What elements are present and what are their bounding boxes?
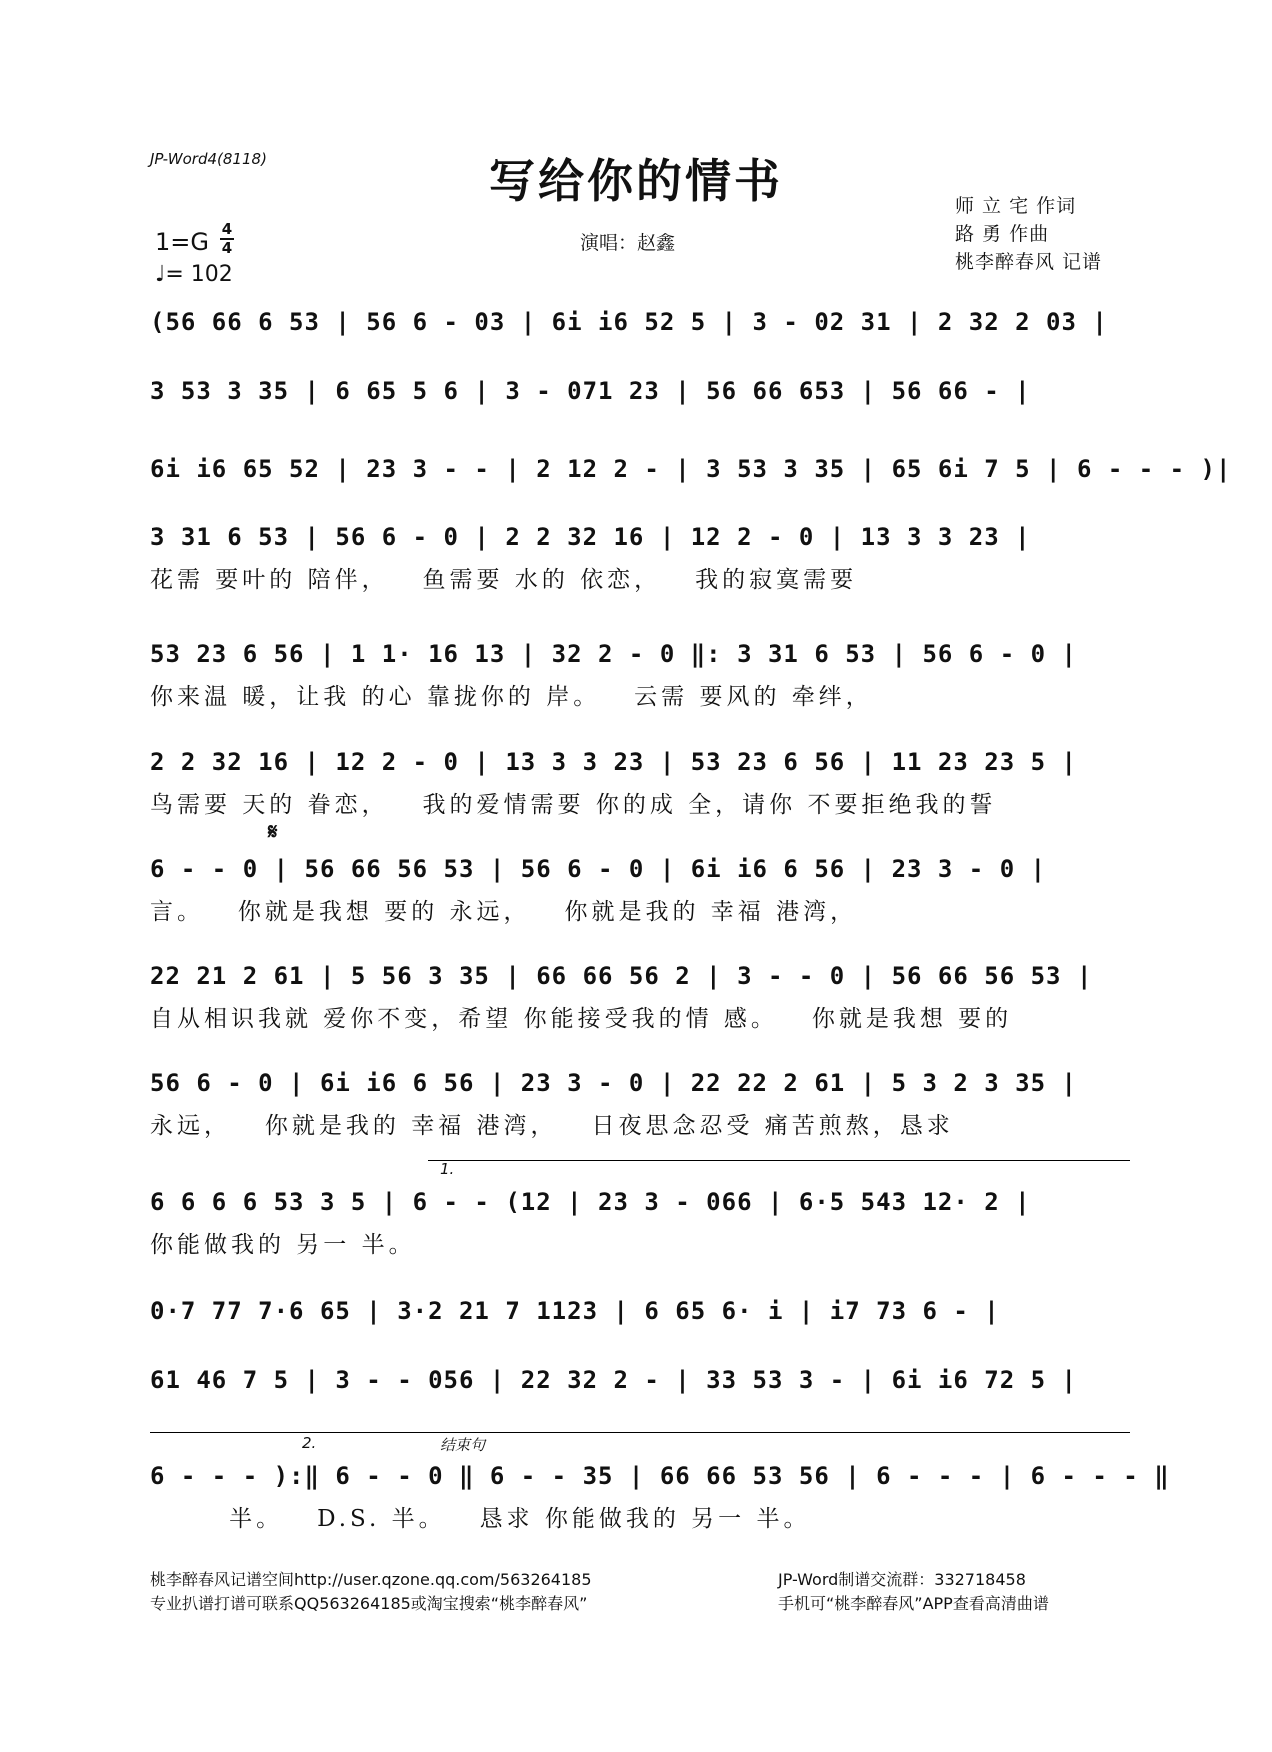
lyric-line: 言。 你就是我想 要的 永远， 你就是我的 幸福 港湾， [150,899,858,925]
time-signature [220,222,234,256]
tempo-marking: ♩= 102 [155,262,233,287]
notation-line: 53 23 6 56 | 1 1· 16 13 | 32 2 - 0 ‖: 3 31 6 53 | 56 6 - 0 | [150,640,1077,668]
lyric-line: 鸟需要 天的 眷恋， 我的爱情需要 你的成 全，请你 不要拒绝我的誓 [150,792,997,818]
key-signature: 1=G [155,228,209,256]
notation-line: 22 21 2 61 | 5 56 3 35 | 66 66 56 2 | 3 - - 0 | 56 66 56 53 | [150,962,1093,990]
footer-left-line-2: 专业扒谱打谱可联系QQ563264185或淘宝搜索“桃李醉春风” [150,1594,588,1613]
notation-line: 0·7 77 7·6 65 | 3·2 21 7 1123 | 6 65 6· i | i7 73 6 - | [150,1297,1000,1325]
singer-line: 演唱：赵鑫 [580,232,676,254]
volta-first-label: 1. [440,1160,455,1178]
volta-second-label: 2. [302,1434,317,1452]
lyric-line: 永远， 你就是我的 幸福 港湾， 日夜思念忍受 痛苦煎熬，恳求 [150,1113,954,1139]
song-title: 写给你的情书 [489,154,783,208]
segno-sign: 𝄋 [268,820,278,845]
lyric-line: 自从相识我就 爱你不变，希望 你能接受我的情 感。 你就是我想 要的 [150,1006,1013,1032]
ending-label: 结束句 [440,1436,486,1454]
lyric-line: 你来温 暖，让我 的心 靠拢你的 岸。 云需 要风的 牵绊， [150,684,873,710]
credit-transcriber: 桃李醉春风 记谱 [955,251,1103,273]
notation-line: 6i i6 65 52 | 23 3 - - | 2 12 2 - | 3 53 3 35 | 65 6i 7 5 | 6 - - - )| [150,455,1232,483]
notation-line: 6 - - 0 | 56 66 56 53 | 56 6 - 0 | 6i i6 6 56 | 23 3 - 0 | [150,855,1047,883]
footer-left-line-1: 桃李醉春风记谱空间http://user.qzone.qq.com/563264185 [150,1570,592,1589]
notation-line: 56 6 - 0 | 6i i6 6 56 | 23 3 - 0 | 22 22 2 61 | 5 3 2 3 35 | [150,1069,1077,1097]
volta-bracket-2 [150,1432,1130,1433]
notation-line: 6 6 6 6 53 3 5 | 6 - - (12 | 23 3 - 066 | 6·5 543 12· 2 | [150,1188,1031,1216]
notation-line: (56 66 6 53 | 56 6 - 03 | 6i i6 52 5 | 3 - 02 31 | 2 32 2 03 | [150,308,1108,336]
time-bottom: 4 [221,239,233,257]
notation-line: 3 53 3 35 | 6 65 5 6 | 3 - 071 23 | 56 66 653 | 56 66 - | [150,377,1031,405]
footer-left [150,1568,592,1616]
footer-right-line-2: 手机可“桃李醉春风”APP查看高清曲谱 [778,1594,1049,1613]
lyric-line: 花需 要叶的 陪伴， 鱼需要 水的 依恋， 我的寂寞需要 [150,567,858,593]
notation-line: 6 - - - ):‖ 6 - - 0 ‖ 6 - - 35 | 66 66 53 56 | 6 - - - | 6 - - - ‖ [150,1462,1170,1490]
footer-right-line-1: JP-Word制谱交流群：332718458 [778,1570,1026,1589]
notation-line: 61 46 7 5 | 3 - - 056 | 22 32 2 - | 33 53 3 - | 6i i6 72 5 | [150,1366,1077,1394]
lyric-line: 半。 D.S. 半。 恳求 你能做我的 另一 半。 [150,1506,811,1532]
lyric-line: 你能做我的 另一 半。 [150,1232,416,1258]
time-top: 4 [221,220,233,238]
credits [955,192,1102,276]
source-label: JP-Word4(8118) [150,150,267,168]
notation-line: 2 2 32 16 | 12 2 - 0 | 13 3 3 23 | 53 23 6 56 | 11 23 23 5 | [150,748,1077,776]
footer-right [778,1568,1049,1616]
credit-lyricist: 师 立 宅 作词 [955,195,1077,217]
volta-bracket-1 [428,1160,1130,1161]
notation-line: 3 31 6 53 | 56 6 - 0 | 2 2 32 16 | 12 2 - 0 | 13 3 3 23 | [150,523,1031,551]
credit-composer: 路 勇 作曲 [955,223,1050,245]
